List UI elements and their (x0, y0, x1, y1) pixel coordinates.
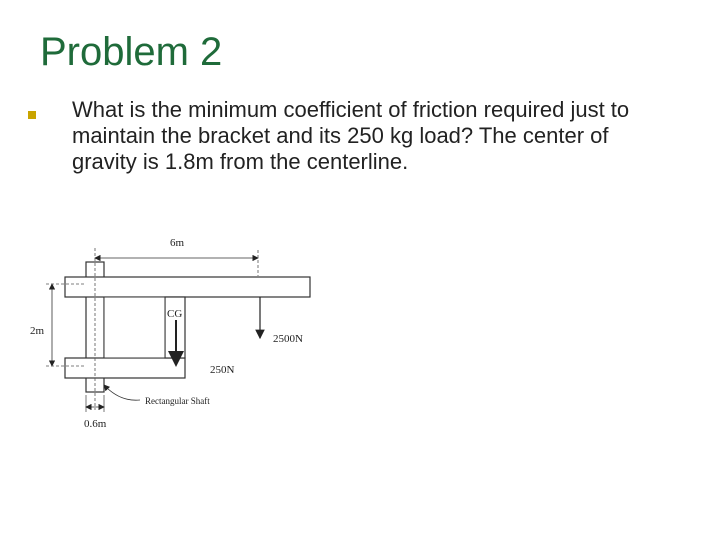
force-cg-label: 250N (210, 364, 235, 376)
question-text: What is the minimum coefficient of friction required just to maintain the bracket and its 250 kg load? The center of gravity is 1.8m from the centerline. (72, 97, 630, 174)
top-plate (65, 277, 310, 297)
bottom-plate (65, 358, 185, 378)
cg-label: CG (167, 308, 183, 320)
bullet-icon (28, 111, 36, 119)
dim-width-label: 0.6m (84, 418, 107, 430)
shaft-label: Rectangular Shaft (145, 396, 210, 406)
force-right-label: 2500N (273, 333, 303, 345)
dim-top-label: 6m (170, 237, 185, 249)
slide-title: Problem 2 (40, 30, 223, 74)
dim-height-label: 2m (30, 325, 45, 337)
bracket-diagram (0, 220, 340, 440)
